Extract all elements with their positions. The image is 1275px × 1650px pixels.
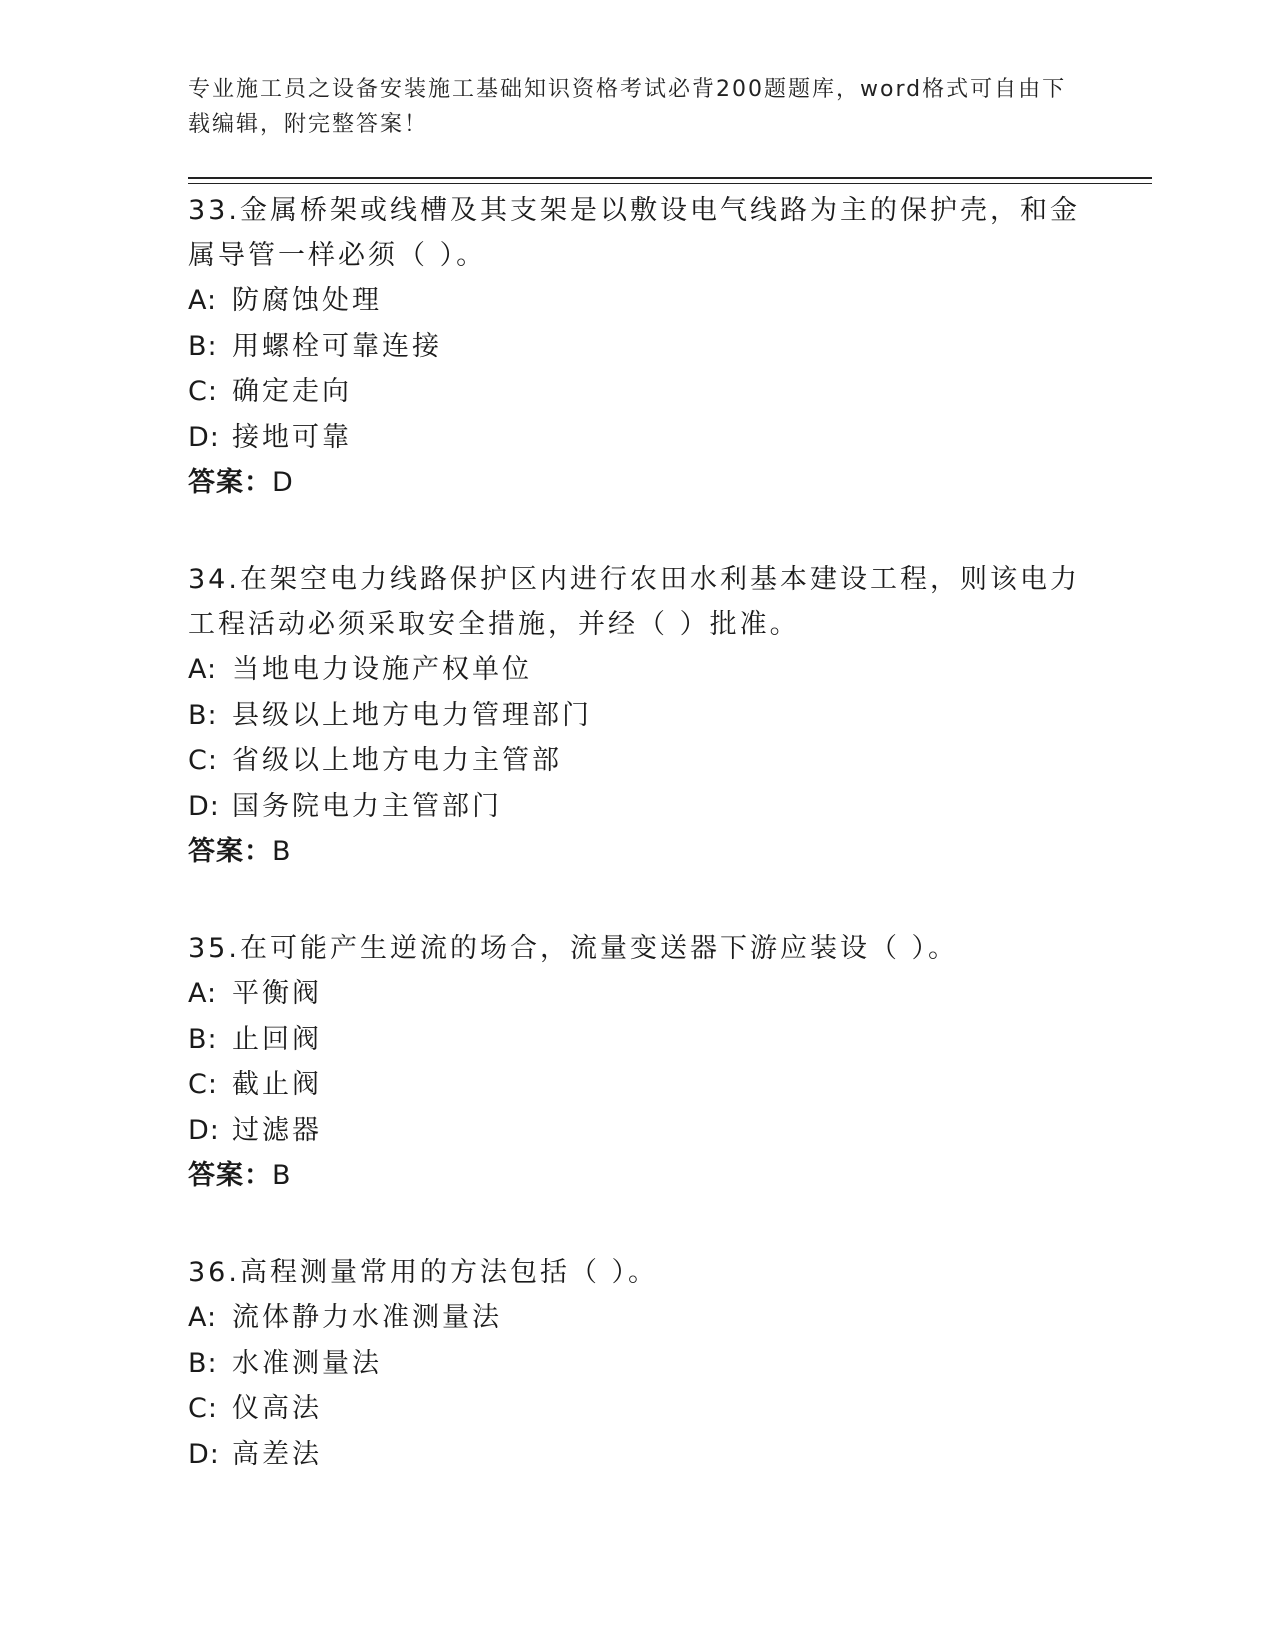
- option-text: 高差法: [232, 1438, 322, 1470]
- option-key: A:: [188, 1302, 218, 1333]
- question-33: [188, 188, 1088, 505]
- question-stem: 33.金属桥架或线槽及其支架是以敷设电气线路为主的保护壳，和金属导管一样必须（ ）。: [188, 195, 1080, 271]
- answer-label: 答案：: [188, 1160, 272, 1191]
- option-a: [188, 971, 1088, 1017]
- option-key: B:: [188, 330, 218, 362]
- option-d: [188, 1108, 1088, 1154]
- answer-label: 答案：: [188, 836, 272, 867]
- option-d: [188, 784, 1088, 830]
- answer-line: [188, 1153, 1088, 1198]
- option-key: C:: [188, 745, 218, 776]
- option-b: [188, 1341, 1088, 1387]
- option-b: [188, 324, 1088, 370]
- option-key: A:: [188, 654, 218, 685]
- answer-value: B: [272, 1160, 292, 1191]
- option-a: [188, 1295, 1088, 1341]
- option-key: C:: [188, 376, 218, 407]
- question-stem: 34.在架空电力线路保护区内进行农田水利基本建设工程，则该电力工程活动必须采取安全措施，并经（ ）批准。: [188, 564, 1080, 640]
- option-b: [188, 1017, 1088, 1063]
- option-c: [188, 369, 1088, 415]
- option-key: C:: [188, 1069, 218, 1100]
- question-34: [188, 557, 1088, 874]
- answer-label: 答案：: [188, 467, 272, 498]
- option-key: D:: [188, 790, 220, 822]
- answer-line: [188, 829, 1088, 874]
- header-divider: [188, 177, 1152, 179]
- question-35: [188, 926, 1088, 1198]
- option-text: 过滤器: [232, 1114, 322, 1146]
- document-header: 专业施工员之设备安装施工基础知识资格考试必背200题题库，word格式可自由下载编辑，附完整答案！: [188, 77, 1067, 137]
- option-text: 省级以上地方电力主管部: [232, 745, 562, 776]
- question-36: [188, 1250, 1088, 1477]
- option-key: D:: [188, 421, 220, 453]
- option-text: 国务院电力主管部门: [232, 790, 502, 822]
- option-c: [188, 1062, 1088, 1108]
- option-text: 平衡阀: [232, 978, 322, 1009]
- option-text: 接地可靠: [232, 421, 352, 453]
- option-d: [188, 1432, 1088, 1478]
- option-key: A:: [188, 978, 218, 1009]
- option-key: B:: [188, 699, 218, 731]
- option-a: [188, 278, 1088, 324]
- option-text: 确定走向: [232, 376, 352, 407]
- option-text: 当地电力设施产权单位: [232, 654, 532, 685]
- option-key: D:: [188, 1438, 220, 1470]
- option-key: A:: [188, 285, 218, 316]
- option-key: D:: [188, 1114, 220, 1146]
- option-text: 水准测量法: [232, 1347, 382, 1379]
- option-key: B:: [188, 1347, 218, 1379]
- question-stem: 35.在可能产生逆流的场合，流量变送器下游应装设（ ）。: [188, 933, 959, 964]
- question-list: [188, 188, 1088, 1529]
- option-text: 截止阀: [232, 1069, 322, 1100]
- answer-value: B: [272, 836, 292, 867]
- option-text: 止回阀: [232, 1023, 322, 1055]
- answer-value: D: [272, 467, 294, 498]
- option-key: B:: [188, 1023, 218, 1055]
- option-text: 防腐蚀处理: [232, 285, 382, 316]
- option-c: [188, 738, 1088, 784]
- option-text: 仪高法: [232, 1393, 322, 1424]
- option-key: C:: [188, 1393, 218, 1424]
- option-c: [188, 1386, 1088, 1432]
- answer-line: [188, 460, 1088, 505]
- option-a: [188, 647, 1088, 693]
- option-text: 流体静力水准测量法: [232, 1302, 502, 1333]
- question-stem: 36.高程测量常用的方法包括（ ）。: [188, 1257, 659, 1288]
- option-text: 用螺栓可靠连接: [232, 330, 442, 362]
- option-text: 县级以上地方电力管理部门: [232, 699, 592, 731]
- option-b: [188, 693, 1088, 739]
- header-divider-thin: [188, 183, 1152, 184]
- option-d: [188, 415, 1088, 461]
